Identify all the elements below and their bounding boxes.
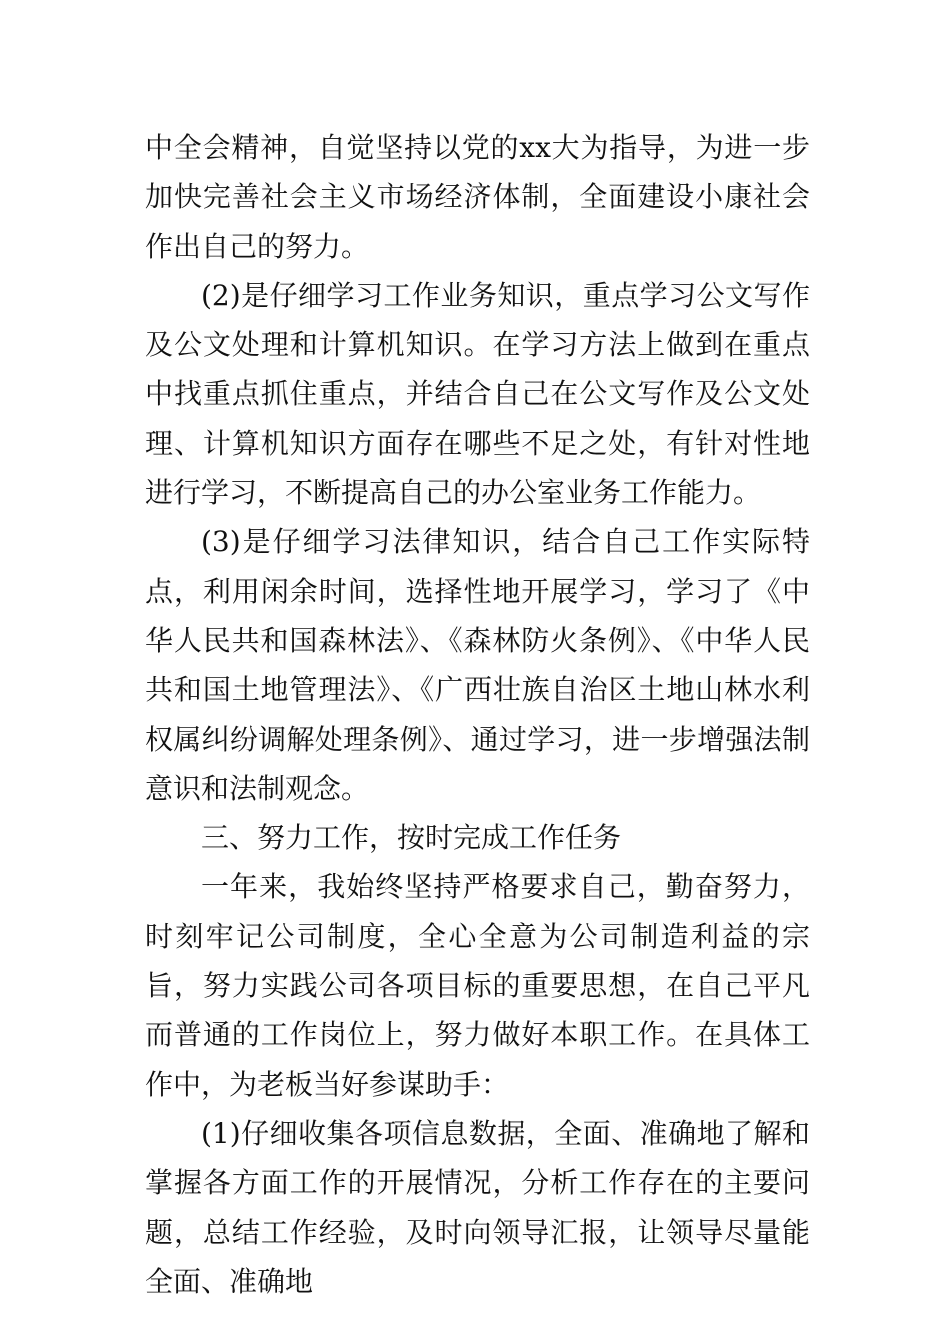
paragraph-continuation: 中全会精神，自觉坚持以党的xx大为指导，为进一步加快完善社会主义市场经济体制，全面建设小康社会作出自己的努力。 <box>145 131 810 263</box>
paragraph-intro: 一年来，我始终坚持严格要求自己，勤奋努力，时刻牢记公司制度，全心全意为公司制造利益的宗旨，努力实践公司各项目标的重要思想，在自己平凡而普通的工作岗位上，努力做好本职工作。在具体工作中，为老板当好参谋助手： <box>145 870 810 1101</box>
paragraph-item-3: (3)是仔细学习法律知识，结合自己工作实际特点，利用闲余时间，选择性地开展学习，学习了《中华人民共和国森林法》、《森林防火条例》、《中华人民共和国土地管理法》、《广西壮族自治区土地山林水利权属纠纷调解处理条例》、通过学习，进一步增强法制意识和法制观念。 <box>145 525 810 805</box>
paragraph-item-1: (1)仔细收集各项信息数据，全面、准确地了解和掌握各方面工作的开展情况，分析工作存在的主要问题，总结工作经验，及时向领导汇报，让领导尽量能全面、准确地 <box>145 1116 810 1298</box>
section-heading: 三、努力工作，按时完成工作任务 <box>201 821 622 855</box>
paragraph-item-2: (2)是仔细学习工作业务知识，重点学习公文写作及公文处理和计算机知识。在学习方法上做到在重点中找重点抓住重点，并结合自己在公文写作及公文处理、计算机知识方面存在哪些不足之处，有针对性地进行学习，不断提高自己的办公室业务工作能力。 <box>145 278 810 510</box>
document-body <box>145 123 810 1306</box>
